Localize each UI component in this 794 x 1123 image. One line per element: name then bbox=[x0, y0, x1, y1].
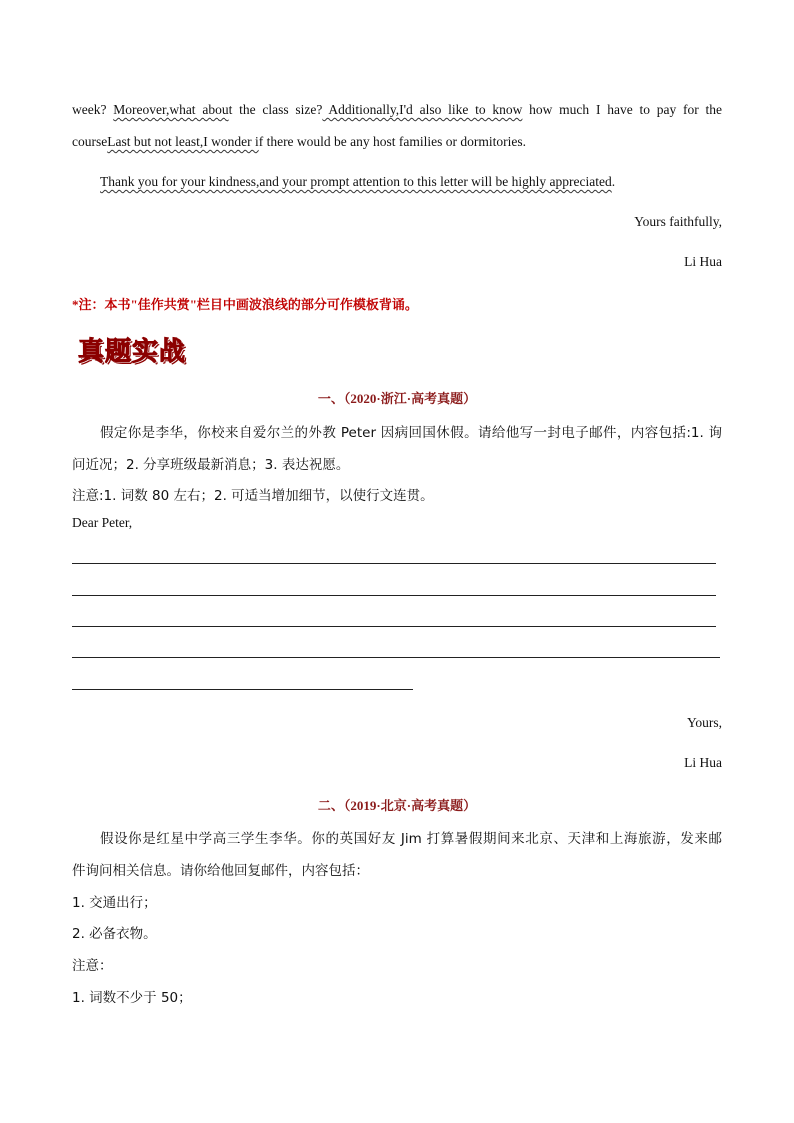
template-phrase: Last but not least,I wonder i bbox=[107, 134, 259, 149]
question-1-greeting: Dear Peter, bbox=[72, 515, 133, 530]
letter-text: week? bbox=[72, 102, 114, 117]
question-1-requirements: 注意:1. 词数 80 左右；2. 可适当增加细节，以使行文连贯。 bbox=[72, 488, 434, 504]
template-phrase: Thank you for your kindness,and your prompt attention to this letter will be highly appreciated bbox=[100, 174, 612, 189]
question-2-item-1: 1. 交通出行； bbox=[72, 895, 157, 911]
letter-signature: Li Hua bbox=[684, 254, 722, 269]
letter-line-2 bbox=[72, 134, 722, 150]
template-phrase: Additionally,I'd also like to know bbox=[322, 102, 523, 117]
letter-thanks bbox=[100, 174, 615, 190]
letter-text: course bbox=[72, 134, 108, 149]
answer-line[interactable] bbox=[72, 689, 413, 690]
question-1-prompt-line-2: 问近况；2. 分享班级最新消息；3. 表达祝愿。 bbox=[72, 457, 350, 473]
question-2-prompt-line-2: 件询问相关信息。请你给他回复邮件，内容包括： bbox=[72, 863, 369, 879]
question-1-closing: Yours, bbox=[686, 715, 722, 730]
letter-text: f there would be any host families or dormitories. bbox=[258, 134, 527, 149]
template-phrase: Moreover,what abou bbox=[113, 102, 229, 117]
question-2-item-2: 2. 必备衣物。 bbox=[72, 926, 157, 942]
answer-line[interactable] bbox=[72, 563, 716, 564]
letter-closing: Yours faithfully, bbox=[634, 214, 722, 229]
letter-text: how much I have to pay for the bbox=[522, 102, 722, 117]
question-2-prompt-line-1: 假设你是红星中学高三学生李华。你的英国好友 Jim 打算暑假期间来北京、天津和上海旅游，发来邮 bbox=[100, 831, 722, 847]
banner-title: 真题实战 bbox=[78, 337, 187, 367]
question-1-signature: Li Hua bbox=[684, 755, 722, 770]
question-2-note-1: 1. 词数不少于 50； bbox=[72, 990, 192, 1006]
section-banner bbox=[78, 331, 204, 365]
letter-text: t the class size? bbox=[228, 102, 323, 117]
answer-line[interactable] bbox=[72, 657, 720, 658]
question-1-prompt-line-1: 假定你是李华，你校来自爱尔兰的外教 Peter 因病回国休假。请给他写一封电子邮件，内容包括:1. 询 bbox=[100, 425, 722, 441]
letter-text: . bbox=[611, 174, 616, 189]
letter-line-1 bbox=[72, 102, 722, 118]
template-note: *注：本书"佳作共赏"栏目中画波浪线的部分可作模板背诵。 bbox=[72, 297, 418, 312]
question-1-title: 一、（2020·浙江·高考真题） bbox=[317, 391, 477, 406]
question-2-note-label: 注意： bbox=[72, 958, 113, 974]
answer-line[interactable] bbox=[72, 595, 716, 596]
answer-line[interactable] bbox=[72, 626, 716, 627]
question-2-title: 二、（2019·北京·高考真题） bbox=[317, 798, 477, 813]
